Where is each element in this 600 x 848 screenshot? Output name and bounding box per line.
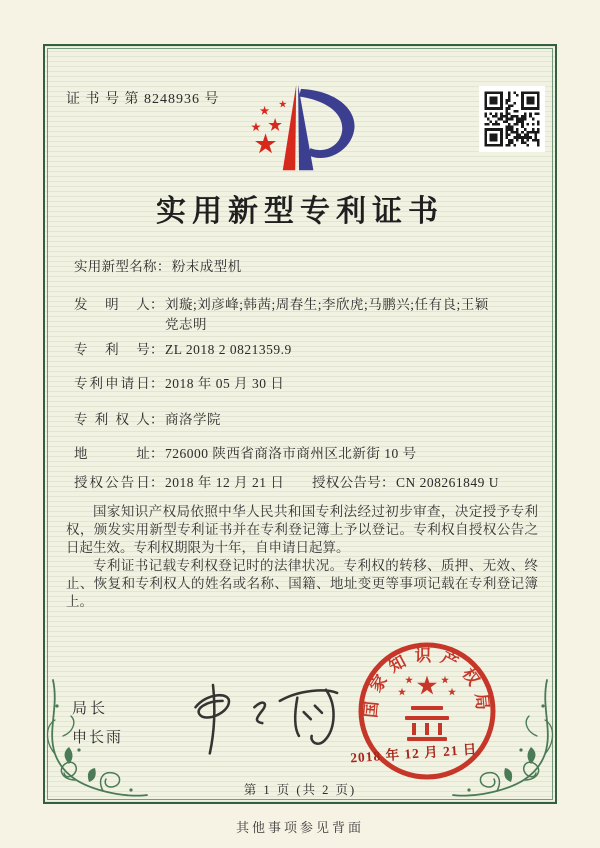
field-inventors-line2: 党志明 bbox=[165, 317, 207, 332]
field-label: 专利号 bbox=[74, 342, 150, 357]
field-value: 商洛学院 bbox=[165, 412, 221, 427]
field-label: 发明人 bbox=[74, 297, 150, 312]
field-label: 授权公告号 bbox=[312, 475, 381, 490]
page-number: 第 1 页 (共 2 页) bbox=[243, 783, 357, 797]
field-label: 实用新型名称 bbox=[74, 259, 157, 274]
field-label: 授权公告日 bbox=[74, 475, 150, 490]
legal-paragraph-1: 国家知识产权局依照中华人民共和国专利法经过初步审查，决定授予专利权，颁发实用新型专利证书并在专利登记簿上予以登记。专利权自授权公告之日起生效。专利权期限为十年，自申请日起算。 bbox=[66, 504, 538, 555]
field-address: 地址：726000 陕西省商洛市商州区北新街 10 号 bbox=[74, 442, 417, 462]
field-inventors: 发明人：刘璇;刘彦峰;韩茜;周春生;李欣虎;马鹏兴;任有良;王颖 bbox=[74, 293, 489, 313]
field-value: 粉末成型机 bbox=[171, 259, 242, 274]
field-filing-date: 专利申请日：2018 年 05 月 30 日 bbox=[74, 372, 284, 392]
legal-paragraph-2: 专利证书记载专利权登记时的法律状况。专利权的转移、质押、无效、终止、恢复和专利权人的姓名或名称、国籍、地址变更等事项记载在专利登记簿上。 bbox=[66, 558, 538, 609]
field-value: 刘璇;刘彦峰;韩茜;周春生;李欣虎;马鹏兴;任有良;王颖 bbox=[165, 297, 489, 312]
field-label: 地址 bbox=[74, 446, 150, 461]
cnipa-logo-icon bbox=[233, 76, 367, 184]
certificate-title: 实用新型专利证书 bbox=[156, 195, 444, 228]
field-value: ZL 2018 2 0821359.9 bbox=[165, 342, 292, 357]
field-grant-number: 授权公告号：CN 208261849 U bbox=[312, 471, 499, 491]
field-label: 专利权人 bbox=[74, 412, 150, 427]
field-value: 726000 陕西省商洛市商州区北新街 10 号 bbox=[165, 446, 417, 461]
officer-name: 申长雨 bbox=[72, 730, 124, 746]
certificate-number: 证 书 号 第 8248936 号 bbox=[66, 92, 220, 107]
field-utility-model-name: 实用新型名称：粉末成型机 bbox=[74, 255, 242, 275]
officer-signature bbox=[178, 678, 353, 762]
seal-date: 2018 年 12 月 21 日 bbox=[349, 741, 478, 766]
field-value: CN 208261849 U bbox=[396, 475, 500, 490]
seal-text: 国家知识产权局 bbox=[361, 645, 493, 719]
qr-code bbox=[479, 86, 545, 152]
field-patentee: 专利权人：商洛学院 bbox=[74, 408, 221, 428]
field-grant-date: 授权公告日：2018 年 12 月 21 日 bbox=[74, 471, 284, 491]
national-emblem-icon bbox=[398, 676, 456, 742]
field-label: 专利申请日 bbox=[74, 376, 150, 391]
field-value: 2018 年 12 月 21 日 bbox=[165, 475, 285, 490]
officer-title: 局长 bbox=[72, 701, 109, 717]
field-value: 2018 年 05 月 30 日 bbox=[165, 376, 285, 391]
field-patent-number: 专利号：ZL 2018 2 0821359.9 bbox=[74, 338, 292, 358]
back-side-note: 其他事项参见背面 bbox=[235, 820, 364, 835]
legal-text bbox=[66, 503, 538, 611]
